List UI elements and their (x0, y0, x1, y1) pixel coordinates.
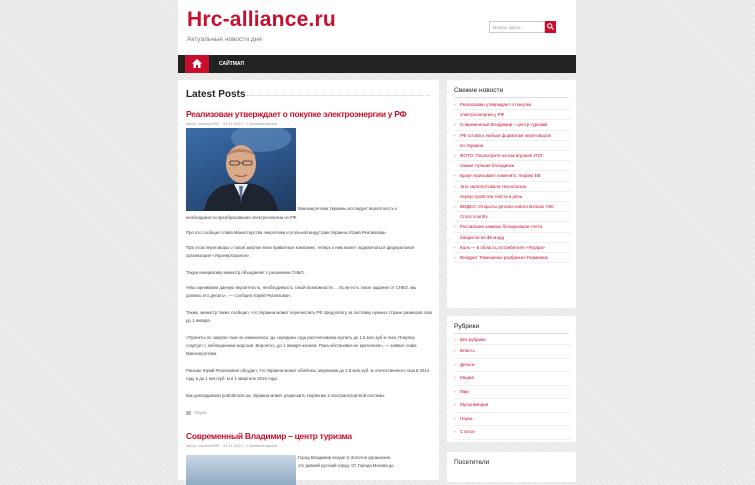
rubric-item[interactable]: › Наука (454, 413, 572, 427)
post-meta: автор: semka0990 · 24.11.2019 · 0 Комментариев (186, 443, 277, 448)
rubric-item[interactable]: › Власть (454, 345, 572, 359)
chevron-right-icon: › (454, 224, 456, 230)
post-paragraph: Как докладывали podrobnosti.ua, Украина может разрешить Норвегию к газотранспортной системы. (186, 393, 386, 398)
main-content (178, 80, 439, 480)
search-icon (547, 23, 554, 30)
list-item[interactable]: › Российские камеры блокировали счета (454, 222, 572, 232)
post-paragraph: Город Владимир входит в Золотое украшение, (298, 455, 392, 460)
site-title[interactable]: Hrc-alliance.ru (187, 8, 336, 31)
post-paragraph: Про это сообщил глава Министерства энергетики и угольной индустрии Украины Юрий Реализован. (186, 230, 387, 235)
widget-title: Посетители (454, 459, 490, 466)
main-navigation (178, 55, 576, 73)
home-icon (192, 59, 202, 68)
chevron-right-icon: › (454, 255, 456, 261)
post-paragraph: «Мы оцениваем данную вероятность, необходимость такой возможности … Если есть такое задание от СНБО, мы должны его делать», — сообщил Юрий Реализован. (186, 285, 417, 298)
folder-icon (186, 411, 191, 415)
portrait-image (186, 128, 296, 211)
rubric-item[interactable]: › Статьи (454, 426, 572, 440)
home-button[interactable] (185, 55, 209, 73)
rubric-item[interactable]: › Мультимедиа (454, 399, 572, 413)
widget-title: Свежие новости (454, 87, 504, 94)
list-item[interactable]: бандитов на $6 млрд (454, 233, 572, 243)
widget-visitors (447, 452, 576, 482)
list-item[interactable]: › РФ готова к любым форматам переговоров (454, 131, 572, 141)
post-category[interactable] (186, 410, 206, 415)
post-paragraph: Раньше Юрий Реализован обсудил, что Украина может обойтись закупками до 1,5 млн куб. м отечественного газа в 2014 году и до 1 млн куб. м в 1 квартале 2015 года. (186, 368, 430, 381)
list-item[interactable]: › Современный Владимир – центр туризма (454, 120, 572, 130)
post-paragraph: При этом переговоры о такой закупке вели приватные компании, теперь к ним может подключаться федеральная организация «Укрэнергорынок». (186, 245, 415, 258)
list-item[interactable]: › ФОТО: Посмотрите на как игроков УПЛ: (454, 151, 572, 161)
chevron-right-icon: › (454, 204, 456, 210)
list-item[interactable]: электроэнергии у РФ (454, 110, 572, 120)
chevron-right-icon: › (454, 402, 456, 408)
nav-item-sitemap[interactable]: САЙТМАП (219, 61, 245, 67)
post-paragraph: необходимости преобразования электроэнергии из РФ. (186, 215, 298, 220)
widget-rubrics (447, 316, 576, 442)
chevron-right-icon: › (454, 173, 456, 179)
chevron-right-icon: › (454, 388, 456, 394)
post-paragraph: Такую инициативу министр объединяет с решением СНБО. (186, 270, 305, 275)
section-title: Latest Posts (186, 89, 246, 100)
chevron-right-icon: › (454, 153, 456, 159)
widget-title: Рубрики (454, 323, 480, 330)
post-paragraph: Также, министр также сообщил, что Украина может перечислить РФ предоплату за поставку нужных стране размеров газа до 1 января. (186, 310, 432, 323)
widget-divider (454, 333, 569, 334)
list-item[interactable]: переустройства текста в речь (454, 192, 572, 202)
list-item[interactable]: › Эпл запатентовала технологию (454, 182, 572, 192)
post-title[interactable]: Современный Владимир – центр туризма (186, 431, 352, 441)
search-input[interactable]: Искать здесь... (489, 21, 545, 33)
widget-divider (454, 97, 569, 98)
chevron-right-icon: › (454, 415, 456, 421)
list-item[interactable]: Cross country (454, 212, 572, 222)
post-paragraph: это давний русский город. От Города Москва до (298, 463, 394, 468)
post-image[interactable] (186, 455, 296, 485)
rubric-item[interactable]: › Деньги (454, 359, 572, 373)
chevron-right-icon: › (454, 122, 456, 128)
chevron-right-icon: › (454, 375, 456, 381)
chevron-right-icon: › (454, 361, 456, 367)
list-item[interactable]: › ВИДЕО: Открыты детали нового Вольво V60 (454, 202, 572, 212)
list-item[interactable]: › Калк — в область истребителя «Ягуара» (454, 243, 572, 253)
chevron-right-icon: › (454, 132, 456, 138)
post-meta: автор: semka0990 · 24.11.2019 · 0 Комментариев (186, 121, 277, 126)
list-item[interactable]: самые лучшие блондинки (454, 161, 572, 171)
rubric-item[interactable]: › Мир (454, 386, 572, 400)
post-title[interactable]: Реализован утверждает о покупке электроэнергии у РФ (186, 109, 407, 119)
list-item[interactable]: › Реализован утверждает о покупке (454, 100, 572, 110)
list-item[interactable]: › Браун призывает изменить теорию ЕВ (454, 171, 572, 181)
rubric-item[interactable]: › Без рубрики (454, 335, 572, 345)
chevron-right-icon: › (454, 348, 456, 354)
post-category-label[interactable]: Наука (194, 410, 206, 415)
fresh-news-list (454, 100, 572, 263)
chevron-right-icon: › (454, 429, 456, 435)
site-header (178, 0, 576, 55)
rubric-item[interactable]: › Медиа (454, 372, 572, 386)
chevron-right-icon: › (454, 244, 456, 250)
list-item[interactable]: по Украине (454, 141, 572, 151)
chevron-right-icon: › (454, 337, 456, 342)
rubrics-list (454, 335, 572, 440)
list-item[interactable]: › Внедрит Темешенко разбрехал Германию (454, 253, 572, 263)
post-caption: Минэнергетики Украины исследует вероятность к (298, 206, 397, 211)
search-button[interactable] (545, 21, 556, 33)
chevron-right-icon: › (454, 102, 456, 107)
chevron-right-icon: › (454, 183, 456, 189)
site-tagline: Актуальные новости дня (187, 36, 262, 43)
post-paragraph: «Проекты по закупке газа не изменились: до середины года рассчитываем скупить до 1,5 млн куб м газа. Покупка стартует с наблюдением морозов. Вероятно, до 1 января начнем. Пока обстановка не критичная», — заявил глава Минэнергетики. (186, 335, 417, 356)
section-divider (238, 95, 430, 96)
widget-fresh-news (447, 80, 576, 308)
post-image[interactable] (186, 128, 296, 211)
